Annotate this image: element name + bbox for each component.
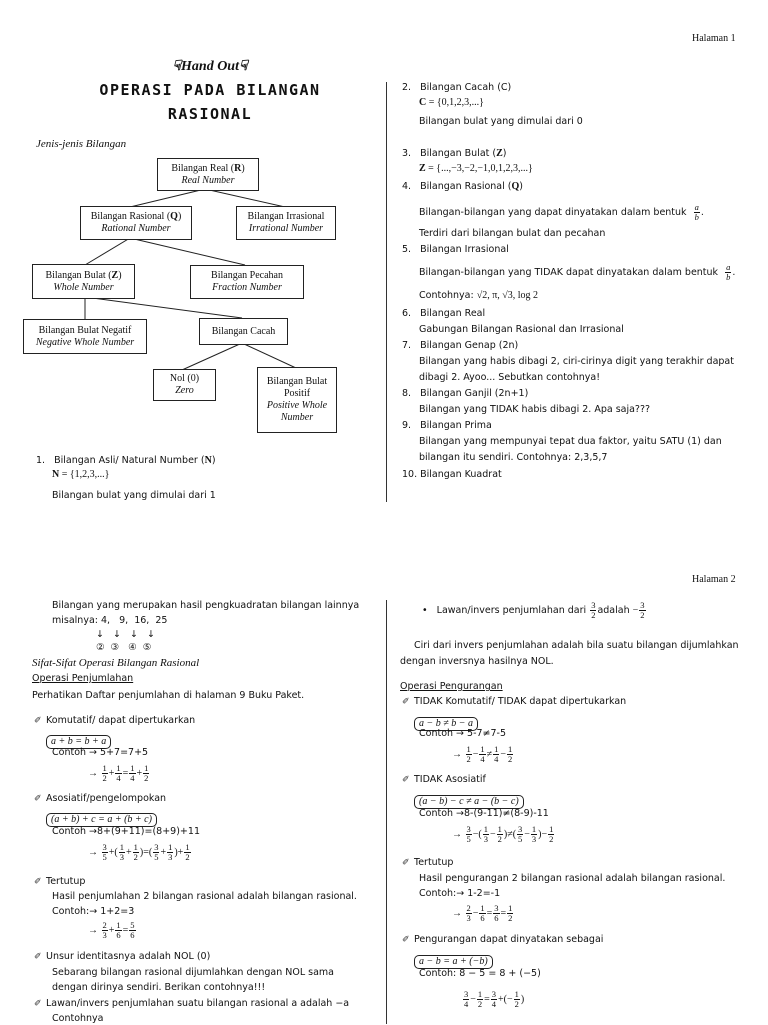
item-9: 9. Bilangan Prima: [402, 420, 492, 431]
pencil-icon: ✐: [402, 775, 410, 785]
tertutup-desc: Hasil penjumlahan 2 bilangan rasional adalah bilangan rasional.: [52, 891, 357, 902]
pengurangan-contoh: Contoh: 8 − 5 = 8 + (−5): [419, 968, 541, 979]
bullet-icon: •: [422, 605, 428, 616]
item-9-desc2: bilangan itu sendiri. Contohnya: 2,3,5,7: [419, 452, 608, 463]
kuadrat-arrows: ↓ ↓ ↓ ↓: [96, 629, 156, 640]
item-6: 6. Bilangan Real: [402, 308, 486, 319]
tertutup-desc-2: Hasil pengurangan 2 bilangan rasional adalah bilangan rasional.: [419, 873, 726, 884]
pencil-icon: ✐: [402, 858, 410, 868]
pencil-icon: ✐: [34, 877, 42, 887]
section-heading: Jenis-jenis Bilangan: [36, 138, 127, 150]
item-8: 8. Bilangan Ganjil (2n+1): [402, 388, 529, 399]
column-divider-2: [386, 600, 387, 1024]
hand-icon: ☟: [238, 59, 248, 74]
pengurangan-formula: a − b = a + (−b): [414, 949, 493, 969]
unsur-desc1: Sebarang bilangan rasional dijumlahkan dengan NOL sama: [52, 967, 334, 978]
item-2-formula: C = {0,1,2,3,...}: [419, 97, 484, 108]
tidak-asosiatif-fraction-example: → $\frac{3}{5}$ −( $\frac{1}{3}$ − $\frac{1}{2}$ )≠( $\frac{3}{5}$ − $\frac{1}{3}$ )− $\frac{1}{2}$: [452, 824, 554, 844]
item-7-desc1: Bilangan yang habis dibagi 2, ciri-cirinya digit yang terakhir dapat: [419, 356, 734, 367]
komutatif-fraction-example: → $\frac{1}{2}$ + $\frac{1}{4}$ = $\frac{1}{4}$ + $\frac{1}{2}$: [88, 763, 149, 783]
doc-title-line2: RASIONAL: [167, 105, 253, 123]
perhatikan-text: Perhatikan Daftar penjumlahan di halaman 9 Buku Paket.: [32, 690, 305, 701]
lawan-contohnya: Contohnya: [52, 1013, 104, 1024]
doc-title-line1: OPERASI PADA BILANGAN: [99, 81, 321, 99]
page-header: Halaman 1: [692, 33, 736, 44]
sifat-heading: Sifat-Sifat Operasi Bilangan Rasional: [32, 657, 200, 669]
item-4-desc: Bilangan-bilangan yang dapat dinyatakan dalam bentuk $\frac{a}{b}$ .: [419, 202, 704, 222]
pengurangan-dapat-item: ✐ Pengurangan dapat dinyatakan sebagai: [402, 934, 604, 945]
node-bilangan-bulat-positif: Bilangan Bulat Positif Positive Whole Number: [257, 367, 337, 433]
hand-icon: ☟: [172, 59, 182, 74]
pencil-icon: ✐: [34, 794, 42, 804]
item-10: 10. Bilangan Kuadrat: [402, 469, 502, 480]
tidak-asosiatif-item: ✐ TIDAK Asosiatif: [402, 774, 486, 785]
tidak-komutatif-formula: a − b ≠ b − a: [414, 711, 478, 731]
node-nol: Nol (0) Zero: [153, 369, 216, 401]
op-penjumlahan-heading: Operasi Penjumlahan: [32, 673, 134, 684]
pencil-icon: ✐: [34, 999, 42, 1009]
item-2-desc: Bilangan bulat yang dimulai dari 0: [419, 116, 583, 127]
kuadrat-desc: Bilangan yang merupakan hasil pengkuadratan bilangan lainnya: [52, 600, 360, 611]
item-1-desc: Bilangan bulat yang dimulai dari 1: [52, 490, 216, 501]
komutatif-item: ✐ Komutatif/ dapat dipertukarkan: [34, 715, 196, 726]
tertutup-item-2: ✐ Tertutup: [402, 857, 454, 868]
pencil-icon: ✐: [34, 952, 42, 962]
tidak-komutatif-contoh: Contoh → 5-7≠7-5: [419, 728, 507, 739]
komutatif-formula: a + b = b + a: [46, 729, 111, 749]
tidak-asosiatif-formula: (a − b) − c ≠ a − (b − c): [414, 789, 524, 809]
node-bilangan-pecahan: Bilangan Pecahan Fraction Number: [190, 265, 304, 299]
tertutup-item: ✐ Tertutup: [34, 876, 86, 887]
item-1-formula: N = {1,2,3,...}: [52, 469, 110, 480]
lawan-item: ✐ Lawan/invers penjumlahan suatu bilangan rasional a adalah −a: [34, 998, 350, 1009]
pengurangan-fraction-example: $\frac{3}{4}$ − $\frac{1}{2}$ = $\frac{3}{4}$ +(− $\frac{1}{2}$ ): [464, 989, 525, 1009]
item-7: 7. Bilangan Genap (2n): [402, 340, 519, 351]
node-bilangan-bulat-negatif: Bilangan Bulat Negatif Negative Whole Number: [23, 319, 147, 354]
lawan-bullet: • Lawan/invers penjumlahan dari $\frac{3}{2}$ adalah − $\frac{3}{2}$: [422, 600, 645, 620]
tidak-komutatif-item: ✐ TIDAK Komutatif/ TIDAK dapat dipertukarkan: [402, 696, 627, 707]
pencil-icon: ✐: [34, 716, 42, 726]
node-bilangan-cacah: Bilangan Cacah: [199, 318, 288, 345]
item-4: 4. Bilangan Rasional (Q): [402, 181, 523, 192]
tertutup-contoh: Contoh:→ 1+2=3: [52, 906, 135, 917]
item-5-example: Contohnya: √2, π, √3, log 2: [419, 290, 539, 301]
tertutup-contoh-2: Contoh:→ 1-2=-1: [419, 888, 501, 899]
node-bilangan-bulat: Bilangan Bulat (Z) Whole Number: [32, 264, 135, 299]
op-pengurangan-heading: Operasi Pengurangan: [400, 681, 503, 692]
ciri-line1: Ciri dari invers penjumlahan adalah bila suatu bilangan dijumlahkan: [414, 640, 739, 651]
asosiatif-item: ✐ Asosiatif/pengelompokan: [34, 793, 167, 804]
handout-title: ☟Hand Out☟: [172, 59, 248, 74]
item-4-desc2: Terdiri dari bilangan bulat dan pecahan: [419, 228, 606, 239]
tidak-komutatif-fraction-example: → $\frac{1}{2}$ − $\frac{1}{4}$ ≠ $\frac{1}{4}$ − $\frac{1}{2}$: [452, 744, 513, 764]
tertutup-fraction-example: → $\frac{2}{3}$ + $\frac{1}{6}$ = $\frac{5}{6}$: [88, 920, 135, 940]
asosiatif-formula: (a + b) + c = a + (b + c): [46, 807, 157, 827]
item-5: 5. Bilangan Irrasional: [402, 244, 509, 255]
asosiatif-fraction-example: → $\frac{3}{5}$ +( $\frac{1}{3}$ + $\frac{1}{2}$ )=( $\frac{3}{5}$ + $\frac{1}{3}$ )+ $\frac{1}{2}$: [88, 842, 190, 862]
ciri-line2: dengan inversnya hasilnya NOL.: [400, 656, 554, 667]
item-3: 3. Bilangan Bulat (Z): [402, 148, 507, 159]
column-divider: [386, 82, 387, 502]
item-7-desc2: dibagi 2. Ayoo... Sebutkan contohnya!: [419, 372, 601, 383]
page-header-2: Halaman 2: [692, 574, 736, 585]
node-bilangan-rasional: Bilangan Rasional (Q) Rational Number: [80, 206, 192, 240]
item-3-formula: Z = {...,−3,−2,−1,0,1,2,3,...}: [419, 163, 533, 174]
unsur-desc2: dengan dirinya sendiri. Berikan contohnya!!!: [52, 982, 266, 993]
kuadrat-examples: misalnya: 4, 9, 16, 25: [52, 615, 168, 626]
komutatif-contoh: Contoh → 5+7=7+5: [52, 747, 149, 758]
pencil-icon: ✐: [402, 935, 410, 945]
asosiatif-contoh: Contoh →8+(9+11)=(8+9)+11: [52, 826, 200, 837]
item-6-desc: Gabungan Bilangan Rasional dan Irrasional: [419, 324, 624, 335]
item-1: 1. Bilangan Asli/ Natural Number (N): [36, 455, 216, 466]
tertutup-fraction-example-2: → $\frac{2}{3}$ − $\frac{1}{6}$ = $\frac{3}{6}$ = $\frac{1}{2}$: [452, 903, 513, 923]
node-bilangan-real: Bilangan Real (R) Real Number: [157, 158, 259, 191]
item-2: 2. Bilangan Cacah (C): [402, 82, 512, 93]
unsur-item: ✐ Unsur identitasnya adalah NOL (0): [34, 951, 211, 962]
item-9-desc1: Bilangan yang mempunyai tepat dua faktor, yaitu SATU (1) dan: [419, 436, 722, 447]
item-5-desc: Bilangan-bilangan yang TIDAK dapat dinyatakan dalam bentuk $\frac{a}{b}$ .: [419, 262, 736, 282]
item-8-desc: Bilangan yang TIDAK habis dibagi 2. Apa saja???: [419, 404, 651, 415]
node-bilangan-irrasional: Bilangan Irrasional Irrational Number: [236, 206, 336, 240]
pencil-icon: ✐: [402, 697, 410, 707]
kuadrat-roots: ② ③ ④ ⑤: [96, 642, 152, 653]
tidak-asosiatif-contoh: Contoh →8-(9-11)≠(8-9)-11: [419, 808, 549, 819]
